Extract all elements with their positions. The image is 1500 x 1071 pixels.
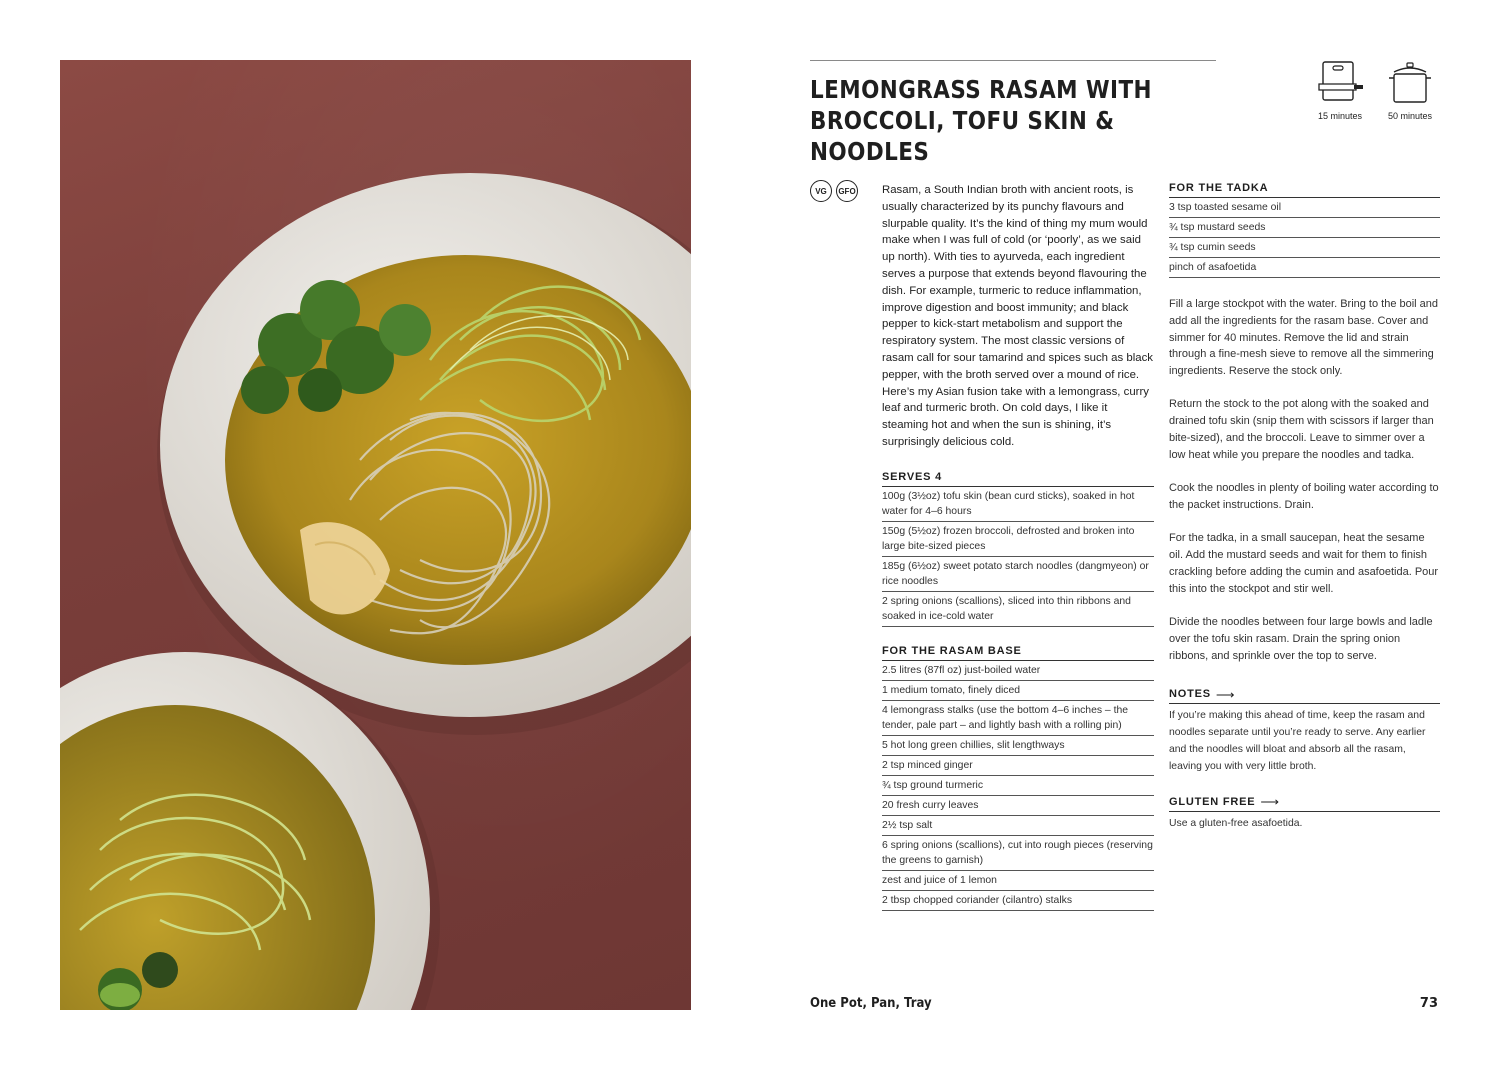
list-item: 6 spring onions (scallions), cut into rough pieces (reserving the greens to garnish) [882, 836, 1154, 871]
vegan-badge: VG [810, 180, 832, 202]
tadka-heading [1169, 182, 1440, 198]
rasam-base-section [882, 645, 1154, 911]
rasam-base-heading [882, 645, 1154, 661]
bowls-illustration [60, 60, 691, 1010]
notes-text: If you’re making this ahead of time, keep the rasam and noodles separate until you’re ready to serve. Any earlier and the noodles will bloat and absorb all the rasam, leaving you with very little broth. [1169, 710, 1426, 772]
prep-time-label: 15 minutes [1317, 111, 1363, 121]
method-steps [1169, 296, 1440, 664]
cook-time [1375, 60, 1445, 122]
gluten-free-section [1169, 796, 1440, 833]
diet-badges [810, 180, 858, 202]
method-step: Cook the noodles in plenty of boiling water according to the packet instructions. Drain. [1169, 482, 1439, 511]
gluten-free-option-badge: GFO [836, 180, 858, 202]
gluten-free-heading-text: GLUTEN FREE [1169, 795, 1256, 808]
list-item: 2 tsp minced ginger [882, 756, 1154, 776]
bowl-main [157, 173, 691, 735]
gluten-free-heading [1169, 796, 1440, 812]
footer-section-title: One Pot, Pan, Tray [810, 996, 932, 1011]
left-text-column [882, 182, 1154, 911]
arrow-right-icon: ⟶ [1260, 794, 1280, 810]
method-step: Divide the noodles between four large bowls and ladle over the tofu skin rasam. Drain the spring onion ribbons, and sprinkle over the top to serve. [1169, 615, 1433, 662]
tadka-section [1169, 182, 1440, 278]
page-number: 73 [1419, 996, 1438, 1011]
list-item: ¾ tsp mustard seeds [1169, 218, 1440, 238]
list-item: 4 lemongrass stalks (use the bottom 4–6 inches – the tender, pale part – and lightly bash with a rolling pin) [882, 701, 1154, 736]
tadka-heading-text: FOR THE TADKA [1169, 182, 1269, 194]
prep-time [1305, 60, 1375, 122]
list-item: ¾ tsp cumin seeds [1169, 238, 1440, 258]
gluten-free-text: Use a gluten-free asafoetida. [1169, 817, 1303, 829]
list-item: 2.5 litres (87fl oz) just-boiled water [882, 661, 1154, 681]
serves-heading [882, 471, 1154, 487]
list-item: 3 tsp toasted sesame oil [1169, 198, 1440, 218]
list-item: 5 hot long green chillies, slit lengthways [882, 736, 1154, 756]
stockpot-icon [1386, 60, 1434, 106]
list-item: 2½ tsp salt [882, 816, 1154, 836]
serves-ingredient-list [882, 487, 1154, 627]
title-rule [810, 60, 1216, 61]
tadka-ingredient-list [1169, 198, 1440, 278]
intro-paragraph: Rasam, a South Indian broth with ancient roots, is usually characterized by its punchy flavours and slurpable quality. It’s the kind of thing my mum would make when I was full of cold (or ‘poorly’, as we said up north). With ties to ayurveda, each ingredient serves a purpose that extends beyond flavouring the dish. For example, turmeric to reduce inflammation, improve digestion and boost immunity; and black pepper to kick-start metabolism and support the respiratory system. The most classic versions of rasam call for sour tamarind and spices such as black pepper, with the broth served over a mound of rice. Here’s my Asian fusion take with a lemongrass, curry leaf and turmeric broth. On cold days, I like it steaming hot and when the sun is shining, it’s surprisingly delicious cold. [882, 184, 1153, 448]
method-step: Return the stock to the pot along with the soaked and drained tofu skin (snip them with scissors if larger than bite-sized), and the broccoli. Leave to simmer over a low heat while you prepare the noodles and tadka. [1169, 398, 1434, 461]
list-item: 20 fresh curry leaves [882, 796, 1154, 816]
recipe-title-line-2: BROCCOLI, TOFU SKIN & NOODLES [810, 106, 1115, 166]
rasam-base-heading-text: FOR THE RASAM BASE [882, 644, 1022, 657]
list-item: 2 tbsp chopped coriander (cilantro) stalks [882, 891, 1154, 911]
list-item: pinch of asafoetida [1169, 258, 1440, 278]
method-step: Fill a large stockpot with the water. Bring to the boil and add all the ingredients for the rasam base. Cover and simmer for 40 minutes. Remove the lid and strain through a fine-mesh sieve to remove all the simmering ingredients. Reserve the stock only. [1169, 298, 1439, 378]
serves-section [882, 471, 1154, 627]
right-text-column [1169, 182, 1440, 832]
rasam-base-ingredient-list [882, 661, 1154, 911]
list-item: ¾ tsp ground turmeric [882, 776, 1154, 796]
notes-heading [1169, 688, 1440, 704]
recipe-title [810, 74, 1171, 167]
list-item: 185g (6½oz) sweet potato starch noodles (dangmyeon) or rice noodles [882, 557, 1154, 592]
chopping-board-knife-icon [1316, 60, 1364, 106]
cook-time-label: 50 minutes [1387, 111, 1433, 121]
method-step: For the tadka, in a small saucepan, heat the sesame oil. Add the mustard seeds and wait for them to finish crackling before adding the cumin and asafoetida. Pour this into the stockpot and stir well. [1169, 532, 1439, 595]
recipe-title-line-1: LEMONGRASS RASAM WITH [810, 75, 1152, 104]
list-item: 150g (5½oz) frozen broccoli, defrosted and broken into large bite-sized pieces [882, 522, 1154, 557]
notes-section [1169, 688, 1440, 775]
list-item: 100g (3½oz) tofu skin (bean curd sticks), soaked in hot water for 4–6 hours [882, 487, 1154, 522]
arrow-right-icon: ⟶ [1215, 686, 1236, 702]
list-item: zest and juice of 1 lemon [882, 871, 1154, 891]
list-item: 2 spring onions (scallions), sliced into thin ribbons and soaked in ice-cold water [882, 592, 1154, 627]
list-item: 1 medium tomato, finely diced [882, 681, 1154, 701]
recipe-photo [60, 60, 691, 1010]
serves-heading-text: SERVES 4 [882, 470, 943, 483]
notes-heading-text: NOTES [1169, 688, 1211, 701]
